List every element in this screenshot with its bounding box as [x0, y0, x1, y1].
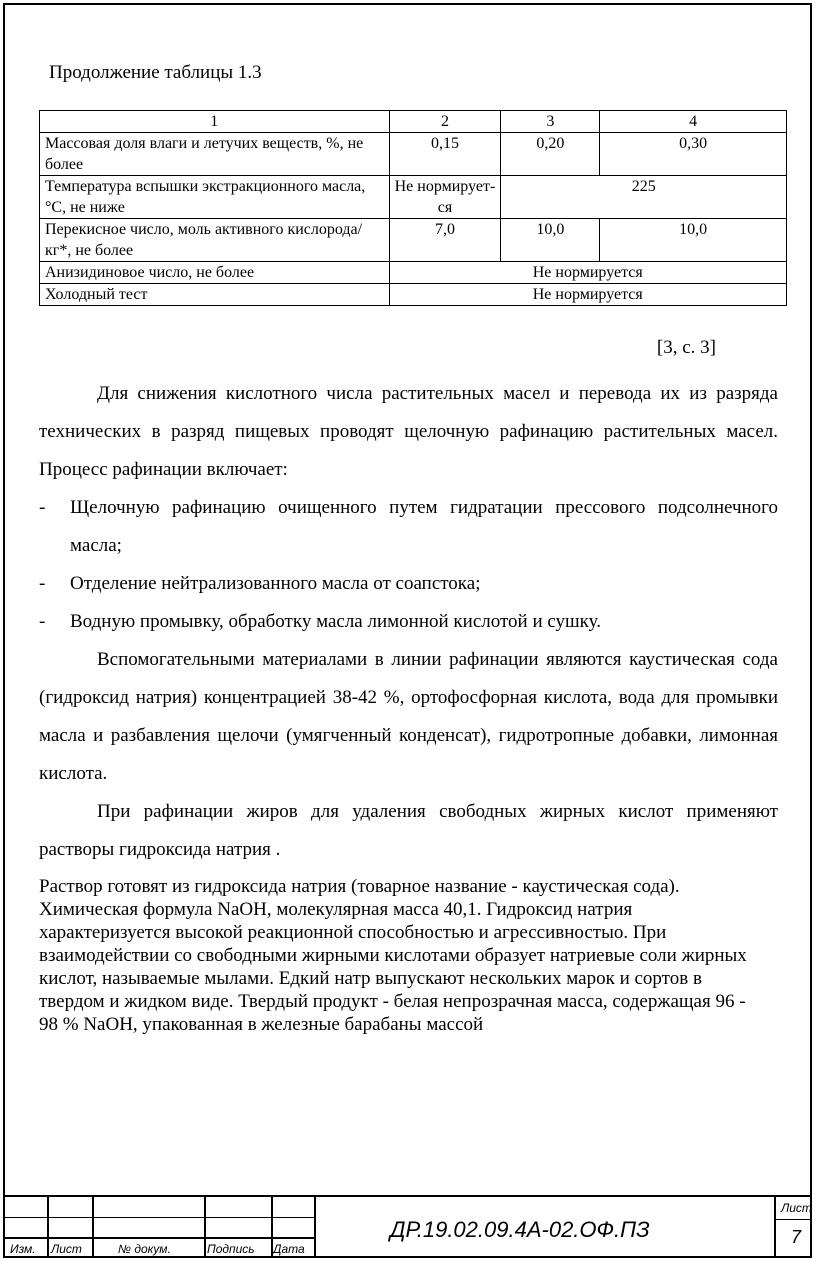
table-cell-name: Перекисное число, моль активного кислорода/кг*, не более	[40, 219, 390, 262]
stamp-label-sheet: Лист	[51, 1242, 82, 1256]
stamp-label-rev: Изм.	[10, 1242, 36, 1256]
table-cell: 10,0	[501, 219, 600, 262]
sheet-label: Лист	[781, 1201, 812, 1215]
title-block	[5, 1195, 810, 1258]
stamp-divider	[314, 1197, 316, 1258]
stamp-divider	[47, 1197, 49, 1258]
list-item	[39, 603, 778, 641]
stamp-label-signature: Подпись	[207, 1242, 255, 1256]
paragraph: Для снижения кислотного числа растительных масел и перевода их из разряда технических в разряд пищевых проводят щелочную рафинацию растительных масел. Процесс рафинации включает:	[39, 383, 778, 480]
table-cell: 0,15	[389, 133, 501, 176]
table-cell: 0,20	[501, 133, 600, 176]
list-item	[39, 565, 778, 603]
stamp-divider	[92, 1197, 94, 1258]
document-code: ДР.19.02.09.4А-02.ОФ.ПЗ	[390, 1217, 650, 1242]
table-cell-name: Холодный тест	[40, 284, 390, 306]
paragraph-block	[39, 875, 759, 1036]
list-dash: -	[39, 497, 46, 518]
stamp-row-line	[5, 1217, 314, 1218]
table-row	[40, 262, 787, 284]
document-page	[3, 3, 812, 1258]
table-row	[40, 284, 787, 306]
stamp-label-date: Дата	[273, 1242, 305, 1256]
table-cell-name: Температура вспышки экстракционного масла, °С, не ниже	[40, 176, 390, 219]
paragraph: Раствор готовят из гидроксида натрия (товарное название - каустическая сода). Химическая формула NaOH, молекулярная масса 40,1. Гидроксид натрия характеризуется высокой реакционной способностью и агрессивностыо. При взаимодействии со свободными жирными кислотами образует натриевые соли жирных кислот, называемые мылами. Едкий натр выпускают нескольких марок и сортов в твердом и жидком виде. Твердый продукт - белая непрозрачная масса, содержащая 96 - 98 % NaOH, упакованная в железные барабаны массой	[39, 876, 747, 1035]
table-row	[40, 219, 787, 262]
stamp-row-line	[774, 1219, 810, 1220]
table-header-cell: 2	[389, 111, 501, 133]
table-header-cell: 3	[501, 111, 600, 133]
table-cell-name: Массовая доля влаги и летучих веществ, %, не более	[40, 133, 390, 176]
paragraph: Вспомогательными материалами в линии рафинации являются каустическая сода (гидроксид натрия) концентрацией 38-42 %, ортофосфорная кислота, вода для промывки масла и разбавления щелочи (умягченный конденсат), гидротропные добавки, лимонная кислота.	[39, 649, 778, 784]
table-cell-name: Анизидиновое число, не более	[40, 262, 390, 284]
table-row	[40, 176, 787, 219]
table-cell: Не нормируется	[389, 284, 787, 306]
list-dash: -	[39, 611, 46, 632]
table-cell: Не нормируется	[389, 262, 787, 284]
data-table	[39, 110, 787, 306]
list-item-text: Водную промывку, обработку масла лимонной кислотой и сушку.	[70, 611, 601, 632]
paragraph: При рафинации жиров для удаления свободных жирных кислот применяют растворы гидроксида натрия .	[39, 801, 778, 860]
paragraph-intro-block	[39, 375, 778, 869]
table-caption: Продолжение таблицы 1.3	[49, 62, 262, 83]
list-item-text: Отделение нейтрализованного масла от соапстока;	[70, 573, 481, 594]
source-reference: [3, с. 3]	[656, 337, 716, 358]
list-dash: -	[39, 573, 46, 594]
table-cell: 7,0	[389, 219, 501, 262]
stamp-row-line	[5, 1237, 314, 1239]
list-item-text: Щелочную рафинацию очищенного путем гидратации прессового подсолнечного масла;	[70, 497, 778, 556]
stamp-divider	[774, 1197, 776, 1258]
table-header-cell: 4	[600, 111, 787, 133]
table-header-cell: 1	[40, 111, 390, 133]
table-cell: Не нормирует-ся	[389, 176, 501, 219]
table-cell: 10,0	[600, 219, 787, 262]
stamp-label-doc-no: № докум.	[118, 1242, 171, 1256]
list-item	[39, 489, 778, 565]
stamp-divider	[204, 1197, 206, 1258]
table-cell: 0,30	[600, 133, 787, 176]
table-row	[40, 133, 787, 176]
sheet-number: 7	[791, 1227, 802, 1247]
table-cell: 225	[501, 176, 787, 219]
table-header-row	[40, 111, 787, 133]
